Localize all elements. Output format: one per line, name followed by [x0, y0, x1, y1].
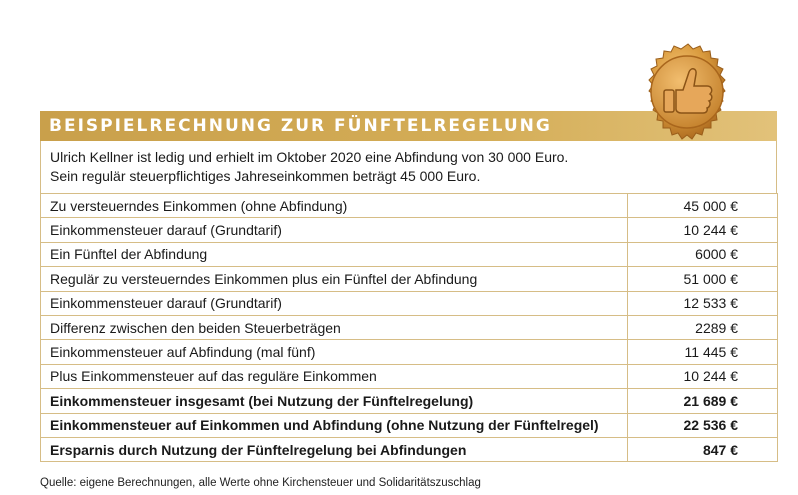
row-label: Einkommensteuer insgesamt (bei Nutzung der Fünftelregelung) — [41, 389, 628, 413]
row-label: Einkommensteuer darauf (Grundtarif) — [41, 218, 628, 242]
table-row — [41, 340, 778, 364]
row-value: 2289 € — [628, 315, 778, 339]
intro-line-1: Ulrich Kellner ist ledig und erhielt im Oktober 2020 eine Abfindung von 30 000 Euro. — [50, 149, 569, 165]
row-label: Ein Fünftel der Abfindung — [41, 242, 628, 266]
table-row — [41, 291, 778, 315]
row-label: Differenz zwischen den beiden Steuerbeträgen — [41, 315, 628, 339]
row-value: 6000 € — [628, 242, 778, 266]
table-row — [41, 194, 778, 218]
row-label: Regulär zu versteuerndes Einkommen plus ein Fünftel der Abfindung — [41, 267, 628, 291]
row-label: Einkommensteuer darauf (Grundtarif) — [41, 291, 628, 315]
row-value: 45 000 € — [628, 194, 778, 218]
row-label: Ersparnis durch Nutzung der Fünftelregelung bei Abfindungen — [41, 437, 628, 461]
table-row-total — [41, 389, 778, 413]
table-title: BEISPIELRECHNUNG ZUR FÜNFTELREGELUNG — [40, 111, 777, 141]
row-value: 12 533 € — [628, 291, 778, 315]
table-row — [41, 315, 778, 339]
row-value: 847 € — [628, 437, 778, 461]
thumbs-up-icon — [631, 42, 745, 156]
row-label: Zu versteuerndes Einkommen (ohne Abfindung) — [41, 194, 628, 218]
row-value: 11 445 € — [628, 340, 778, 364]
calculation-table — [40, 193, 778, 462]
source-note: Quelle: eigene Berechnungen, alle Werte ohne Kirchensteuer und Solidaritätszuschlag — [40, 477, 481, 489]
table-row — [41, 267, 778, 291]
row-value: 10 244 € — [628, 364, 778, 388]
row-value: 22 536 € — [628, 413, 778, 437]
table-row-total — [41, 413, 778, 437]
row-value: 51 000 € — [628, 267, 778, 291]
row-label: Plus Einkommensteuer auf das reguläre Einkommen — [41, 364, 628, 388]
example-calculation-card — [40, 111, 777, 462]
table-row-savings — [41, 437, 778, 461]
row-label: Einkommensteuer auf Abfindung (mal fünf) — [41, 340, 628, 364]
row-label: Einkommensteuer auf Einkommen und Abfindung (ohne Nutzung der Fünftelregel) — [41, 413, 628, 437]
table-row — [41, 242, 778, 266]
table-row — [41, 364, 778, 388]
intro-line-2: Sein regulär steuerpflichtiges Jahreseinkommen beträgt 45 000 Euro. — [50, 168, 481, 184]
row-value: 21 689 € — [628, 389, 778, 413]
table-row — [41, 218, 778, 242]
row-value: 10 244 € — [628, 218, 778, 242]
